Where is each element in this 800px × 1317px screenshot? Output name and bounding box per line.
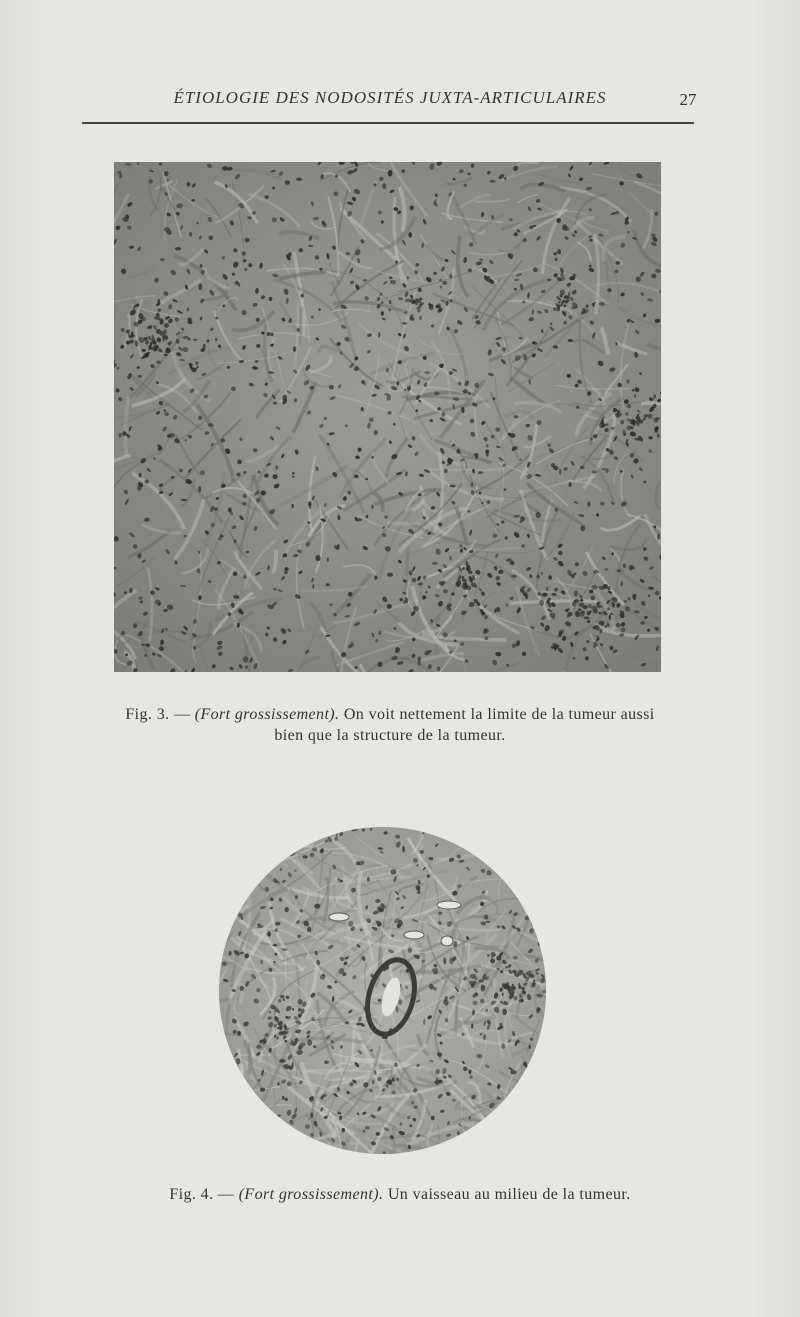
running-head: ÉTIOLOGIE DES NODOSITÉS JUXTA-ARTICULAIRES — [173, 88, 607, 107]
figure-3-micrograph — [114, 162, 661, 672]
page-number: 27 — [679, 90, 697, 109]
figure-4-label: Fig. 4. — — [169, 1186, 235, 1203]
figure-3-caption — [110, 704, 670, 746]
figure-3-caption-text: On voit nettement la limite de la tumeur aussi bien que la structure de la tumeur. — [274, 706, 655, 744]
figure-3-label: Fig. 3. — — [125, 706, 191, 723]
figure-4-micrograph — [219, 827, 546, 1154]
header-rule — [82, 122, 694, 124]
figure-4-magnification: (Fort grossissement). — [238, 1186, 384, 1203]
figure-3-image — [114, 162, 661, 672]
figure-3-magnification: (Fort grossissement). — [194, 706, 340, 723]
figure-4-caption-text: Un vaisseau au milieu de la tumeur. — [387, 1186, 631, 1203]
figure-4-caption — [100, 1184, 700, 1205]
figure-4-image — [219, 827, 546, 1154]
